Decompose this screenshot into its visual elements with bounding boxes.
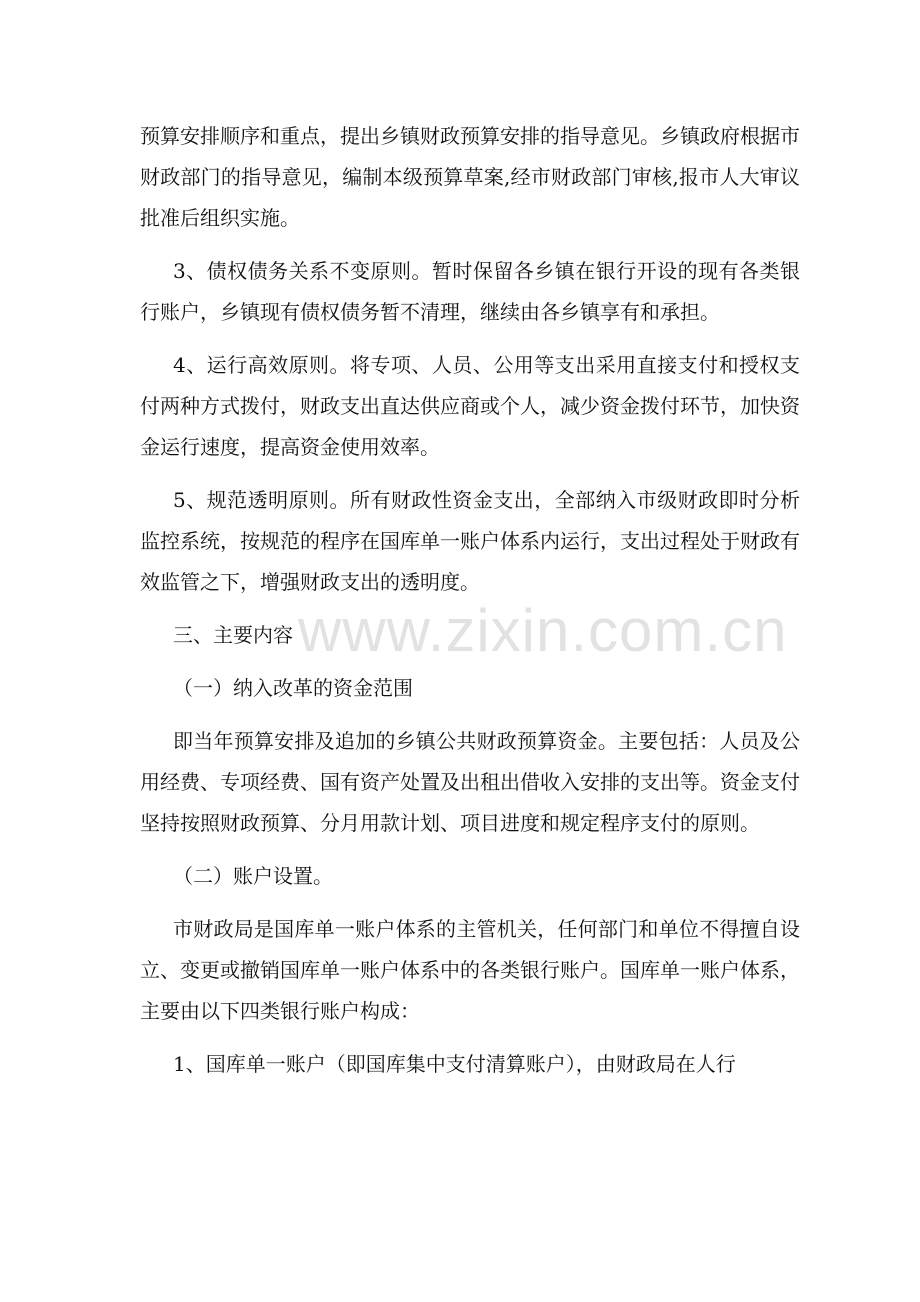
paragraph-account-item-1: 1、国库单一账户（即国库集中支付清算账户），由财政局在人行 [173,1052,736,1076]
paragraph-principle-3: 3、债权债务关系不变原则。暂时保留各乡镇在银行开设的现有各类银行账户，乡镇现有债权债务暂不清理，继续由各乡镇享有和承担。 [140,259,800,324]
paragraph-fund-scope: 即当年预算安排及追加的乡镇公共财政预算资金。主要包括：人员及公用经费、专项经费、国有资产处置及出租出借收入安排的支出等。资金支付坚持按照财政预算、分月用款计划、项目进度和规定程序支付的原则。 [140,729,800,835]
subsection-heading-account-setup: （二）账户设置。 [173,864,333,888]
paragraph-principle-4: 4、运行高效原则。将专项、人员、公用等支出采用直接支付和授权支付两种方式拨付，财政支出直达供应商或个人，减少资金拨付环节，加快资金运行速度，提高资金使用效率。 [140,353,800,459]
paragraph-account-system: 市财政局是国库单一账户体系的主管机关，任何部门和单位不得擅自设立、变更或撤销国库单一账户体系中的各类银行账户。国库单一账户体系，主要由以下四类银行账户构成： [140,917,800,1023]
watermark: www.zixin.com.cn [298,597,788,664]
paragraph-budget-guidance: 预算安排顺序和重点，提出乡镇财政预算安排的指导意见。乡镇政府根据市财政部门的指导意见，编制本级预算草案,经市财政部门审核,报市人大审议批准后组织实施。 [140,124,800,230]
section-heading-main-content: 三、主要内容 [173,623,293,647]
subsection-heading-fund-scope: （一）纳入改革的资金范围 [173,676,413,700]
paragraph-principle-5: 5、规范透明原则。所有财政性资金支出，全部纳入市级财政即时分析监控系统，按规范的程序在国库单一账户体系内运行，支出过程处于财政有效监管之下，增强财政支出的透明度。 [140,488,800,594]
